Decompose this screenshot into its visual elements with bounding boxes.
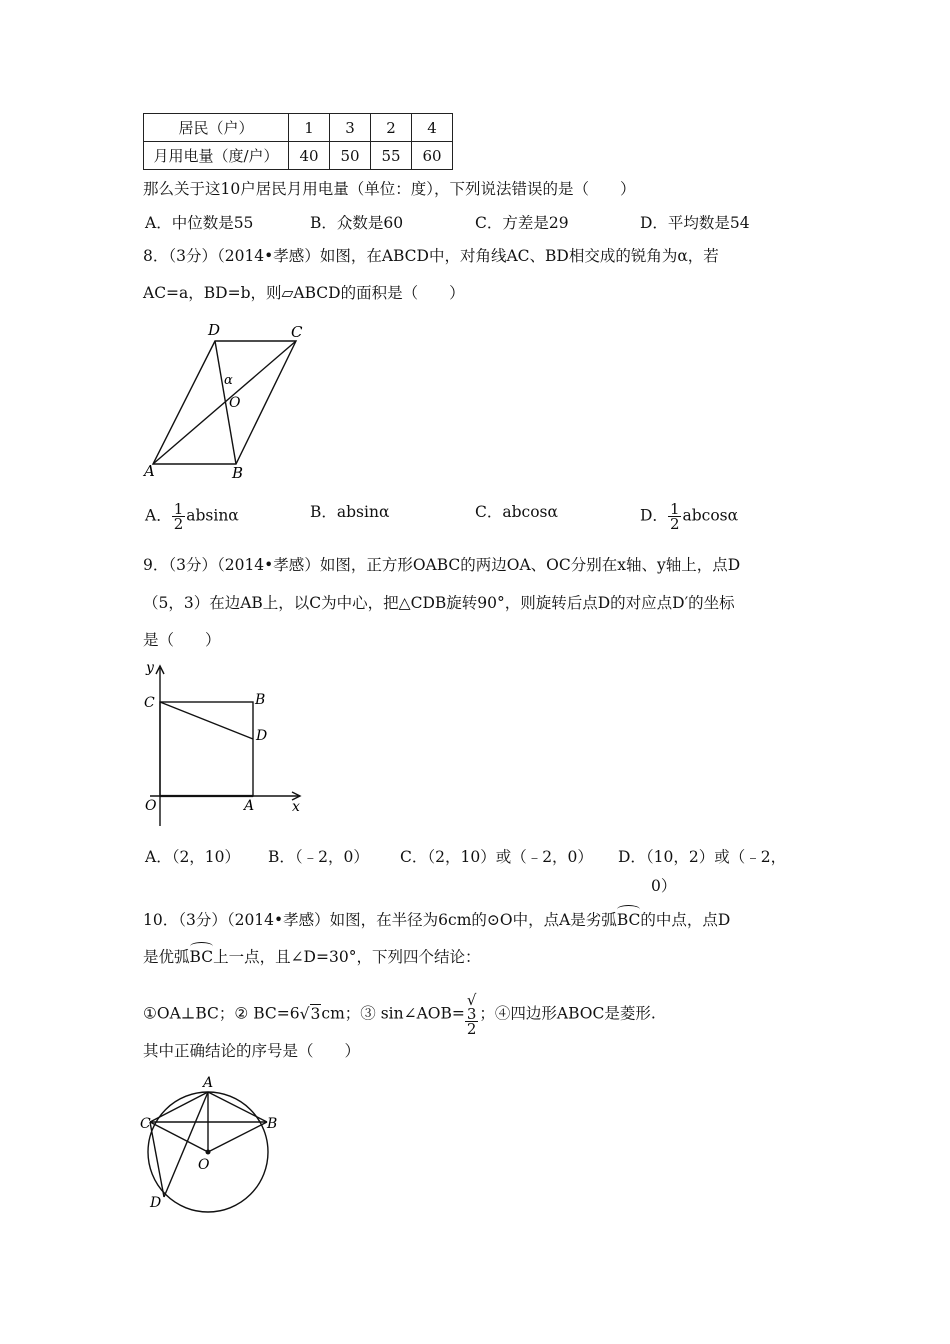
q9-option-d[interactable]: D．（10，2）或（﹣2， (618, 848, 787, 866)
table-cell: 1 (289, 114, 330, 142)
chord-ab (208, 1092, 267, 1122)
label-x: x (292, 799, 300, 815)
q8-stem-line1: 8．（3分）（2014•孝感）如图，在ABCD中，对角线AC、BD相交成的锐角为α，若 (143, 247, 719, 265)
option-prefix: A． (145, 506, 172, 525)
label-o: O (229, 395, 241, 411)
sqrt-3: √3 (299, 1004, 321, 1023)
table-row (144, 114, 453, 142)
label-y: y (146, 660, 154, 676)
label-c: C (291, 323, 303, 341)
table-cell: 50 (330, 142, 371, 170)
label-a: A (203, 1075, 214, 1091)
radius-oc (150, 1122, 208, 1152)
q7-option-a[interactable]: A．中位数是55 (145, 214, 254, 232)
table-cell: 55 (371, 142, 412, 170)
q8-option-c[interactable] (475, 502, 558, 522)
q9-option-d-continued: 0） (651, 877, 677, 895)
radius-ob (208, 1122, 267, 1152)
label-b: B (255, 692, 266, 708)
q10-conclusions: ①OA⊥BC；② BC=6√3cm；③ sin∠AOB= √ 3 2 ；④四边形ABOC是菱形. (143, 991, 656, 1038)
q9-stem-line3: 是（ ） (143, 631, 221, 649)
label-d: D (150, 1195, 162, 1211)
fraction-half: $\frac{1}{2}$ (669, 500, 680, 533)
table-cell: 60 (412, 142, 453, 170)
q8-option-a[interactable] (145, 502, 239, 531)
fraction-half: $\frac{1}{2}$ (173, 500, 184, 533)
table-cell: 2 (371, 114, 412, 142)
q7-stem: 那么关于这10户居民月用电量（单位：度），下列说法错误的是（ ） (143, 180, 636, 198)
q8-stem-line2: AC=a，BD=b，则▱ABCD的面积是（ ） (143, 284, 465, 302)
q9-stem-line1: 9．（3分）（2014•孝感）如图，正方形OABC的两边OA、OC分别在x轴、y轴上，点D (143, 556, 741, 574)
square-coordinate-figure (140, 658, 310, 833)
label-a: A (244, 798, 255, 814)
table-header-cell: 居民（户） (144, 114, 289, 142)
q8-option-b[interactable] (310, 502, 389, 522)
fraction-sqrt3-over-2: √ 3 2 (466, 991, 477, 1038)
label-b: B (267, 1116, 278, 1132)
table-cell: 4 (412, 114, 453, 142)
label-b: B (232, 464, 244, 482)
q7-option-d[interactable]: D．平均数是54 (640, 214, 750, 232)
label-o: O (145, 798, 157, 814)
q10-ask: 其中正确结论的序号是（ ） (143, 1042, 361, 1060)
option-prefix: B． (310, 503, 337, 521)
table-header-cell: 月用电量（度/户） (144, 142, 289, 170)
option-text: absinα (336, 503, 390, 521)
segment-cd (160, 702, 253, 739)
q8-option-d[interactable] (640, 502, 738, 531)
q10-stem-line2: 是优弧BC上一点，且∠D=30°，下列四个结论： (143, 948, 481, 966)
option-text: abcosα (502, 503, 558, 521)
option-prefix: C． (475, 503, 503, 521)
label-c: C (140, 1116, 151, 1132)
label-d: D (208, 321, 221, 339)
electricity-table (143, 113, 453, 170)
parallelogram-figure (140, 318, 310, 484)
table-row (144, 142, 453, 170)
chord-da (164, 1092, 208, 1197)
q9-option-c[interactable]: C．（2，10）或（﹣2，0） (400, 848, 593, 866)
table-cell: 3 (330, 114, 371, 142)
label-a: A (144, 462, 155, 480)
q9-option-b[interactable]: B．（﹣2，0） (268, 848, 369, 866)
q7-option-b[interactable]: B．众数是60 (310, 214, 404, 232)
minor-arc-bc: BC (616, 911, 641, 929)
chord-dc (150, 1122, 164, 1197)
chord-ca (150, 1092, 208, 1122)
major-arc-bc: BC (189, 948, 214, 966)
q9-option-a[interactable]: A．（2，10） (145, 848, 241, 866)
label-o: O (198, 1157, 210, 1173)
option-text: absinα (186, 506, 239, 525)
q9-stem-line2: （5，3）在边AB上，以C为中心，把△CDB旋转90°，则旋转后点D的对应点D′的坐标 (143, 594, 735, 612)
diagonal-ac (153, 341, 296, 464)
table-cell: 40 (289, 142, 330, 170)
option-text: abcosα (682, 506, 739, 525)
label-c: C (144, 695, 155, 711)
option-prefix: D． (640, 506, 668, 525)
circle-figure (140, 1070, 290, 1220)
label-alpha: α (224, 373, 233, 388)
q7-option-c[interactable]: C．方差是29 (475, 214, 569, 232)
label-d: D (256, 728, 268, 744)
q10-stem-line1: 10．（3分）（2014•孝感）如图，在半径为6cm的⊙O中，点A是劣弧BC的中点，点D (143, 911, 731, 929)
square-oabc (160, 702, 253, 796)
